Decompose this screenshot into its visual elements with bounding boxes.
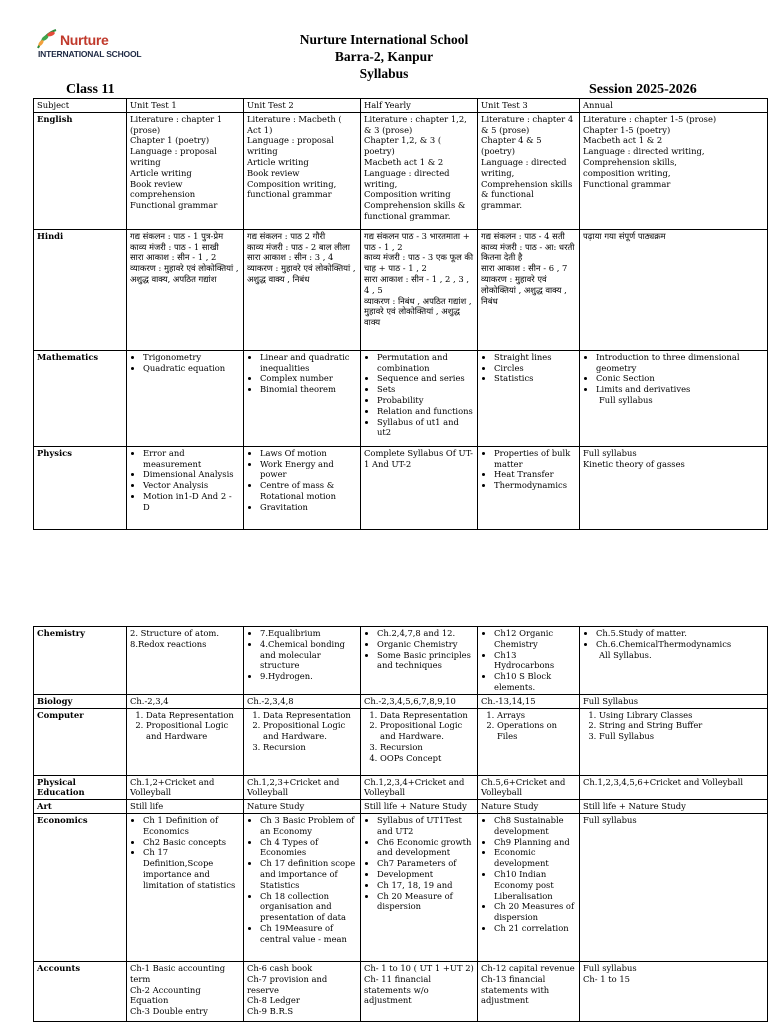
list-item: • Ch 20 Measures of dispersion	[494, 901, 576, 923]
list-item: • Ch.2,4,7,8 and 12.	[377, 628, 474, 639]
list-item: • Ch 17, 18, 19 and	[377, 880, 474, 891]
list-item: • Dimensional Analysis	[143, 469, 240, 480]
bullet-list	[247, 448, 357, 513]
list-item: 3. Full Syllabus	[599, 731, 764, 742]
col-header-unit-test-3: Unit Test 3	[478, 99, 580, 113]
cell-line: All Syllabus.	[599, 649, 652, 660]
cell-line: Full Syllabus	[583, 695, 639, 706]
bullet-list	[583, 628, 764, 650]
cell-line: Ch.5,6+Cricket and Volleyball	[481, 776, 566, 798]
bullet-list	[583, 352, 764, 395]
list-item: • Conic Section	[596, 373, 764, 384]
cell-line: Ch-8 Ledger	[247, 995, 300, 1006]
table-row-economics	[34, 813, 768, 961]
cell-line: composition writing,	[583, 167, 671, 178]
list-item: • Ch 21 correlation	[494, 923, 576, 934]
cell-line: Language : directed writing,	[583, 146, 705, 157]
cell-line: Ch-9 B.R.S	[247, 1006, 294, 1017]
syllabus-cell	[478, 775, 580, 800]
table-row-biology	[34, 694, 768, 708]
list-item: • Thermodynamics	[494, 480, 576, 491]
syllabus-cell	[478, 627, 580, 695]
cell-line: Language : directed writing,	[364, 167, 450, 189]
list-item: • Ch 17 definition scope and importance of Statistics	[260, 858, 357, 890]
list-item: • 9.Hydrogen.	[260, 671, 357, 682]
cell-line: Chapter 1-5 (poetry)	[583, 124, 671, 135]
list-item: • Ch6 Economic growth and development	[377, 837, 474, 859]
numbered-list	[247, 710, 357, 753]
table-row-accounts	[34, 961, 768, 1021]
cell-line: Chapter 4 & 5 (poetry)	[481, 135, 542, 157]
list-item: • Ch10 Indian Economy post Liberalisation	[494, 869, 576, 901]
list-item: • Ch8 Sustainable development	[494, 815, 576, 837]
cell-line: Ch-7 provision and reserve	[247, 973, 328, 995]
cell-line: Composition writing	[364, 189, 451, 200]
table-row-computer	[34, 708, 768, 775]
list-item: • Trigonometry	[143, 352, 240, 363]
cell-line: Ch-13 financial statements with adjustment	[481, 973, 550, 1006]
list-item: • 7.Equalibrium	[260, 628, 357, 639]
syllabus-cell	[580, 694, 768, 708]
list-item: • Organic Chemistry	[377, 639, 474, 650]
bullet-list	[364, 352, 474, 438]
list-item: • Binomial theorem	[260, 384, 357, 395]
bullet-list	[247, 628, 357, 682]
bullet-list	[130, 448, 240, 513]
list-item: • Centre of mass & Rotational motion	[260, 480, 357, 502]
table-row-physical-education	[34, 775, 768, 800]
cell-line: comprehension	[130, 189, 196, 200]
cell-line: Kinetic theory of gasses	[583, 458, 685, 469]
cell-line: Ch.1,2,3,4,5,6+Cricket and Volleyball	[583, 776, 744, 787]
cell-line: Still life + Nature Study	[583, 801, 686, 812]
list-item: • Permutation and combination	[377, 352, 474, 374]
syllabus-cell	[478, 708, 580, 775]
list-item: 1. Arrays	[497, 710, 576, 721]
table-row-hindi	[34, 229, 768, 350]
cell-line: काव्य मंजरी : पाठ - 1 साखी	[130, 241, 219, 252]
syllabus-cell	[127, 627, 244, 695]
list-item: • Ch12 Organic Chemistry	[494, 628, 576, 650]
list-item: 4. OOPs Concept	[380, 753, 474, 764]
subject-cell: Biology	[34, 694, 127, 708]
bullet-list	[481, 352, 576, 384]
syllabus-cell	[580, 112, 768, 229]
list-item: 1. Data Representation	[146, 710, 240, 721]
syllabus-cell	[478, 961, 580, 1021]
cell-line: Still life + Nature Study	[364, 801, 467, 812]
list-item: • Limits and derivatives	[596, 384, 764, 395]
cell-line: Ch.1,2+Cricket and Volleyball	[130, 776, 215, 798]
list-item: 2. Propositional Logic and Hardware	[146, 720, 240, 742]
syllabus-cell	[361, 800, 478, 814]
syllabus-cell	[580, 229, 768, 350]
cell-line: Comprehension skills & functional grammar.	[364, 200, 466, 221]
cell-line: Article writing	[130, 167, 192, 178]
syllabus-cell	[244, 627, 361, 695]
list-item: • Ch 20 Measure of dispersion	[377, 891, 474, 913]
cell-line: Literature : chapter 1 (prose)	[130, 113, 223, 135]
syllabus-cell	[244, 800, 361, 814]
syllabus-cell	[361, 694, 478, 708]
cell-line: पढ़ाया गया संपूर्ण पाठ्यक्रम	[583, 230, 666, 241]
list-item: • Work Energy and power	[260, 459, 357, 481]
cell-line: गद्य संकलन : पाठ - 4 सती	[481, 230, 565, 241]
syllabus-cell	[127, 708, 244, 775]
bullet-list	[130, 815, 240, 891]
list-item: • 4.Chemical bonding and molecular structure	[260, 639, 357, 671]
cell-line: सारा आकाश : सीन - 6 , 7	[481, 263, 568, 274]
syllabus-cell	[244, 813, 361, 961]
syllabus-cell	[127, 112, 244, 229]
list-item: • Laws Of motion	[260, 448, 357, 459]
numbered-list	[130, 710, 240, 742]
cell-line: Chapter 1,2, & 3 ( poetry)	[364, 135, 442, 157]
col-header-subject: Subject	[34, 99, 127, 113]
syllabus-cell	[361, 350, 478, 446]
list-item: 2. Propositional Logic and Hardware.	[263, 720, 357, 742]
list-item: • Economic development	[494, 847, 576, 869]
syllabus-cell	[127, 229, 244, 350]
cell-line: सारा आकाश : सीन : 3 , 4	[247, 252, 334, 263]
list-item: • Ch.6.ChemicalThermodynamics	[596, 639, 764, 650]
syllabus-cell	[580, 627, 768, 695]
syllabus-cell	[244, 708, 361, 775]
school-name: Nurture International School	[299, 32, 469, 47]
cell-line: 2. Structure of atom.	[130, 628, 220, 638]
logo-name: Nurture	[60, 32, 109, 48]
cell-line: Full syllabus	[599, 394, 653, 405]
table-row-mathematics	[34, 350, 768, 446]
list-item: • Ch9 Planning and	[494, 837, 576, 848]
list-item: • Sets	[377, 384, 474, 395]
list-item: 2. Propositional Logic and Hardware.	[380, 720, 474, 742]
syllabus-cell	[244, 961, 361, 1021]
cell-line: Macbeth act 1 & 2	[583, 135, 663, 146]
cell-line: Ch.-13,14,15	[481, 695, 536, 706]
cell-line: गद्य संकलन : पाठ - 1 पुत्र-प्रेम	[130, 230, 224, 241]
syllabus-cell	[361, 229, 478, 350]
syllabus-cell	[127, 694, 244, 708]
subject-cell: Chemistry	[34, 627, 127, 695]
subject-cell: Accounts	[34, 961, 127, 1021]
cell-line: Still life	[130, 801, 164, 812]
list-item: • Quadratic equation	[143, 363, 240, 374]
syllabus-cell	[580, 446, 768, 529]
syllabus-cell	[580, 350, 768, 446]
bullet-list	[130, 352, 240, 374]
list-item: 2. String and String Buffer	[599, 720, 764, 731]
cell-line: Language : directed writing,	[481, 156, 567, 178]
cell-line: Ch.1,2,3+Cricket and Volleyball	[247, 776, 340, 798]
cell-line: व्याकरण : मुहावरे एवं लोकोक्तियां , अशुद्ध वाक्य , निबंध	[247, 263, 356, 284]
cell-line: Ch.-2,3,4,8	[247, 695, 294, 706]
school-location: Barra-2, Kanpur	[334, 49, 434, 64]
syllabus-table-top	[33, 98, 768, 530]
bullet-list	[481, 815, 576, 934]
list-item: • Some Basic principles and techniques	[377, 650, 474, 672]
subject-cell: Mathematics	[34, 350, 127, 446]
cell-line: काव्य मंजरी : पाठ - आ: धरती कितना देती है	[481, 241, 575, 263]
list-item: • Gravitation	[260, 502, 357, 513]
table-row-physics	[34, 446, 768, 529]
syllabus-cell	[127, 350, 244, 446]
list-item: • Ch 4 Types of Economies	[260, 837, 357, 859]
list-item: 2. Operations on Files	[497, 720, 576, 742]
syllabus-cell	[361, 627, 478, 695]
cell-line: Composition writing, functional grammar	[247, 178, 337, 200]
cell-line: Ch- 1 to 10 ( UT 1 +UT 2)	[364, 962, 474, 973]
bullet-list	[481, 448, 576, 491]
list-item: • Ch13 Hydrocarbons	[494, 650, 576, 672]
subject-cell: Art	[34, 800, 127, 814]
list-item: • Ch 1 Definition of Economics	[143, 815, 240, 837]
session-label: Session 2025-2026	[589, 82, 697, 97]
list-item: 1. Data Representation	[263, 710, 357, 721]
syllabus-cell	[244, 775, 361, 800]
list-item: • Ch 17 Definition,Scope importance and limitation of statistics	[143, 847, 240, 890]
cell-line: Ch-3 Double entry	[130, 1006, 208, 1017]
syllabus-cell	[478, 229, 580, 350]
bullet-list	[247, 352, 357, 395]
subject-cell: Physical Education	[34, 775, 127, 800]
list-item: 1. Using Library Classes	[599, 710, 764, 721]
cell-line: व्याकरण : निबंध , अपठित गद्यांश , मुहावरे एवं लोकोक्तियां , अशुद्ध वाक्य	[364, 295, 472, 328]
syllabus-cell	[580, 813, 768, 961]
list-item: • Ch10 S Block elements.	[494, 671, 576, 693]
cell-line: Macbeth act 1 & 2	[364, 156, 444, 167]
bullet-list	[364, 815, 474, 912]
list-item: • Circles	[494, 363, 576, 374]
list-item: • Syllabus of ut1 and ut2	[377, 417, 474, 439]
cell-line: Nature Study	[247, 801, 305, 812]
cell-line: Language : proposal writing	[130, 146, 217, 167]
syllabus-table-bottom	[33, 626, 768, 1022]
list-item: • Probability	[377, 395, 474, 406]
cell-line: व्याकरण : मुहावरे एवं लोकोक्तियां , अशुद्ध वाक्य , निबंध	[481, 273, 567, 306]
cell-line: Ch-1 Basic accounting term	[130, 962, 226, 984]
table-header-row	[34, 99, 768, 113]
list-item: • Statistics	[494, 373, 576, 384]
col-header-unit-test-2: Unit Test 2	[244, 99, 361, 113]
syllabus-cell	[361, 961, 478, 1021]
logo-subtitle: INTERNATIONAL SCHOOL	[38, 49, 142, 59]
cell-line: Ch.-2,3,4,5,6,7,8,9,10	[364, 695, 456, 706]
list-item: • Properties of bulk matter	[494, 448, 576, 470]
syllabus-cell	[361, 775, 478, 800]
col-header-unit-test-1: Unit Test 1	[127, 99, 244, 113]
syllabus-cell	[127, 446, 244, 529]
list-item: • Relation and functions	[377, 406, 474, 417]
syllabus-cell	[478, 800, 580, 814]
syllabus-cell	[478, 694, 580, 708]
cell-line: Comprehension skills & functional grammar.	[481, 178, 573, 211]
cell-line: Ch-12 capital revenue	[481, 962, 575, 973]
list-item: • Ch 19Measure of central value - mean	[260, 923, 357, 945]
cell-line: Literature : chapter 1-5 (prose)	[583, 113, 717, 124]
numbered-list	[481, 710, 576, 742]
list-item: • Ch.5.Study of matter.	[596, 628, 764, 639]
cell-line: व्याकरण : मुहावरे एवं लोकोक्तियां , अशुद्ध वाक्य, अपठित गद्यांश	[130, 263, 239, 284]
syllabus-cell	[580, 961, 768, 1021]
bullet-list	[364, 628, 474, 671]
syllabus-cell	[580, 708, 768, 775]
cell-line: Article writing	[247, 156, 309, 167]
list-item: • Ch2 Basic concepts	[143, 837, 240, 848]
list-item: 3. Recursion	[263, 742, 357, 753]
cell-line: Literature : chapter 4 & 5 (prose)	[481, 113, 574, 135]
syllabus-cell	[127, 800, 244, 814]
syllabus-cell	[361, 708, 478, 775]
table-row-english	[34, 112, 768, 229]
syllabus-cell	[127, 961, 244, 1021]
cell-line: Ch-6 cash book	[247, 962, 313, 973]
col-header-half-yearly: Half Yearly	[361, 99, 478, 113]
cell-line: Literature : Macbeth ( Act 1)	[247, 113, 342, 135]
list-item: 1. Data Representation	[380, 710, 474, 721]
cell-line: Full syllabus	[583, 447, 637, 458]
cell-line: Nature Study	[481, 801, 539, 812]
cell-line: Full syllabus	[583, 962, 637, 973]
table-row-chemistry	[34, 627, 768, 695]
list-item: • Heat Transfer	[494, 469, 576, 480]
cell-line: Chapter 1 (poetry)	[130, 135, 210, 146]
cell-line: 8.Redox reactions	[130, 638, 207, 649]
list-item: • Linear and quadratic inequalities	[260, 352, 357, 374]
cell-line: Ch.1,2,3,4+Cricket and Volleyball	[364, 776, 465, 798]
list-item: • Introduction to three dimensional geometry	[596, 352, 764, 374]
col-header-annual: Annual	[580, 99, 768, 113]
cell-line: गद्य संकलन : पाठ 2 गौरी	[247, 230, 326, 241]
list-item: • Ch 3 Basic Problem of an Economy	[260, 815, 357, 837]
syllabus-cell	[127, 775, 244, 800]
cell-line: Literature : chapter 1,2, & 3 (prose)	[364, 113, 467, 135]
syllabus-cell	[580, 800, 768, 814]
list-item: • Straight lines	[494, 352, 576, 363]
list-item: • Error and measurement	[143, 448, 240, 470]
cell-line: Ch.-2,3,4	[130, 695, 169, 706]
syllabus-cell	[361, 813, 478, 961]
syllabus-cell	[244, 112, 361, 229]
list-item: • Ch7 Parameters of	[377, 858, 474, 869]
syllabus-cell	[478, 112, 580, 229]
cell-line: सारा आकाश : सीन - 1 , 2	[130, 252, 217, 263]
cell-line: Ch- 1 to 15	[583, 973, 631, 984]
cell-line: Book review	[247, 167, 300, 178]
syllabus-cell	[478, 350, 580, 446]
cell-line: Ch- 11 financial statements w/o adjustment	[364, 973, 432, 1006]
list-item: • Syllabus of UT1Test and UT2	[377, 815, 474, 837]
subject-cell: Physics	[34, 446, 127, 529]
list-item: • Development	[377, 869, 474, 880]
subject-cell: English	[34, 112, 127, 229]
list-item: • Complex number	[260, 373, 357, 384]
cell-line: काव्य मंजरी : पाठ - 2 बाल लीला	[247, 241, 350, 252]
cell-line: Functional grammar	[130, 200, 218, 211]
cell-line: Comprehension skills,	[583, 156, 677, 167]
subject-cell: Hindi	[34, 229, 127, 350]
bullet-list	[481, 628, 576, 693]
table-row-art	[34, 800, 768, 814]
cell-line: Ch-2 Accounting Equation	[130, 984, 201, 1006]
syllabus-cell	[127, 813, 244, 961]
list-item: • Sequence and series	[377, 373, 474, 384]
syllabus-cell	[580, 775, 768, 800]
list-item: • Ch 18 collection organisation and presentation of data	[260, 891, 357, 923]
subject-cell: Computer	[34, 708, 127, 775]
cell-line: गद्य संकलन पाठ - 3 भारतमाता + पाठ - 1 , 2	[364, 230, 470, 252]
syllabus-cell	[244, 229, 361, 350]
bullet-list	[247, 815, 357, 945]
cell-line: Functional grammar	[583, 178, 671, 189]
list-item: • Vector Analysis	[143, 480, 240, 491]
syllabus-cell	[244, 350, 361, 446]
cell-line: काव्य मंजरी : पाठ - 3 एक फूल की चाह + पाठ - 1 , 2	[364, 252, 474, 274]
cell-line: सारा आकाश : सीन - 1 , 2 , 3 , 4 , 5	[364, 273, 470, 295]
document-title: Syllabus	[359, 66, 409, 81]
numbered-list	[583, 710, 764, 742]
syllabus-cell	[244, 694, 361, 708]
syllabus-cell	[478, 813, 580, 961]
subject-cell: Economics	[34, 813, 127, 961]
list-item: • Motion in1-D And 2 - D	[143, 491, 240, 513]
syllabus-cell	[361, 446, 478, 529]
numbered-list	[364, 710, 474, 764]
syllabus-cell	[361, 112, 478, 229]
syllabus-cell	[244, 446, 361, 529]
list-item: 3. Recursion	[380, 742, 474, 753]
cell-line: Complete Syllabus Of UT-1 And UT-2	[364, 447, 473, 469]
syllabus-cell	[478, 446, 580, 529]
cell-line: Book review	[130, 178, 183, 189]
cell-line: Full syllabus	[583, 814, 637, 825]
cell-line: Language : proposal writing	[247, 135, 334, 157]
class-label: Class 11	[66, 82, 115, 97]
